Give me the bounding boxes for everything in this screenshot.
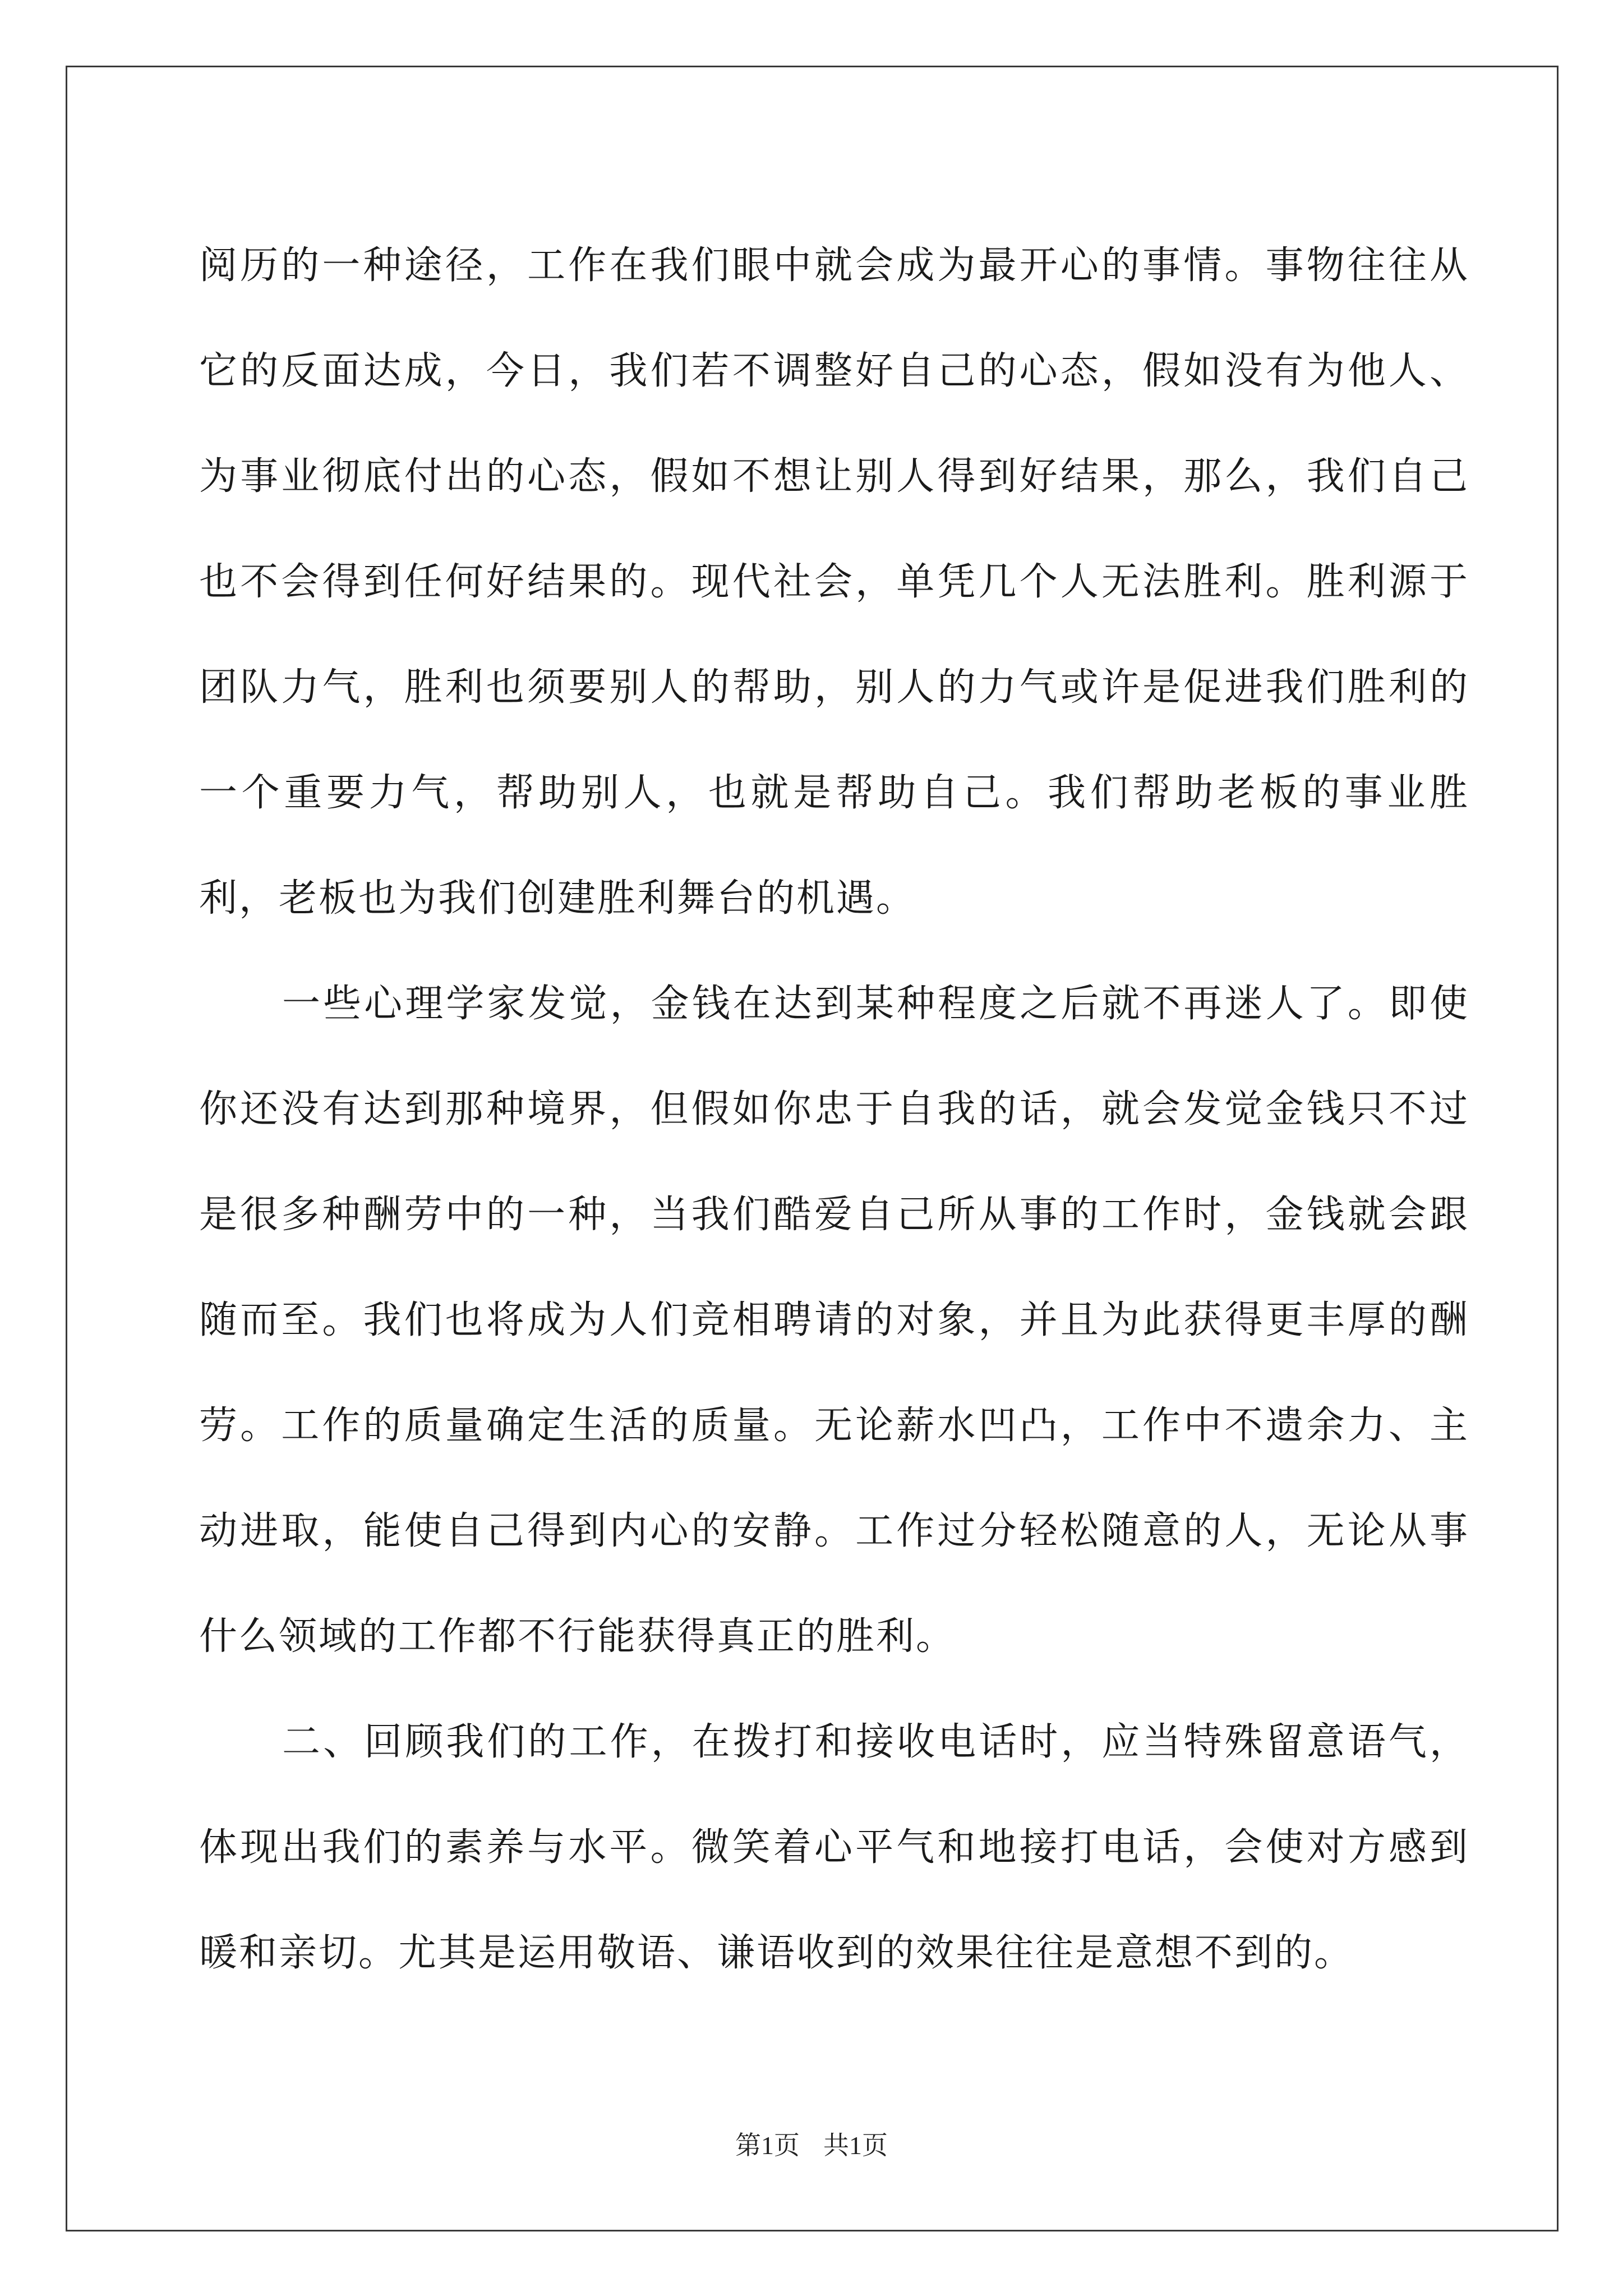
- document-body: [199, 213, 1469, 2006]
- page-footer: [0, 2129, 1623, 2162]
- paragraph-1: 阅历的一种途径，工作在我们眼中就会成为最开心的事情。事物往往从它的反面达成，今日，我们若不调整好自己的心态，假如没有为他人、为事业彻底付出的心态，假如不想让别人得到好结果，那么，我们自己也不会得到任何好结果的。现代社会，单凭几个人无法胜利。胜利源于团队力气，胜利也须要别人的帮助，别人的力气或许是促进我们胜利的一个重要力气，帮助别人，也就是帮助自己。我们帮助老板的事业胜利，老板也为我们创建胜利舞台的机遇。: [199, 243, 1469, 921]
- page-number: 第1页: [735, 2131, 800, 2160]
- paragraph-3: 二、回顾我们的工作，在拨打和接收电话时，应当特殊留意语气，体现出我们的素养与水平。微笑着心平气和地接打电话，会使对方感到暖和亲切。尤其是运用敬语、谦语收到的效果往往是意想不到的。: [199, 1720, 1469, 1975]
- page-total: 共1页: [823, 2131, 888, 2160]
- paragraph-2: 一些心理学家发觉，金钱在达到某种程度之后就不再迷人了。即使你还没有达到那种境界，但假如你忠于自我的话，就会发觉金钱只不过是很多种酬劳中的一种，当我们酷爱自己所从事的工作时，金钱就会跟随而至。我们也将成为人们竞相聘请的对象，并且为此获得更丰厚的酬劳。工作的质量确定生活的质量。无论薪水凹凸，工作中不遗余力、主动进取，能使自己得到内心的安静。工作过分轻松随意的人，无论从事什么领域的工作都不行能获得真正的胜利。: [199, 982, 1469, 1659]
